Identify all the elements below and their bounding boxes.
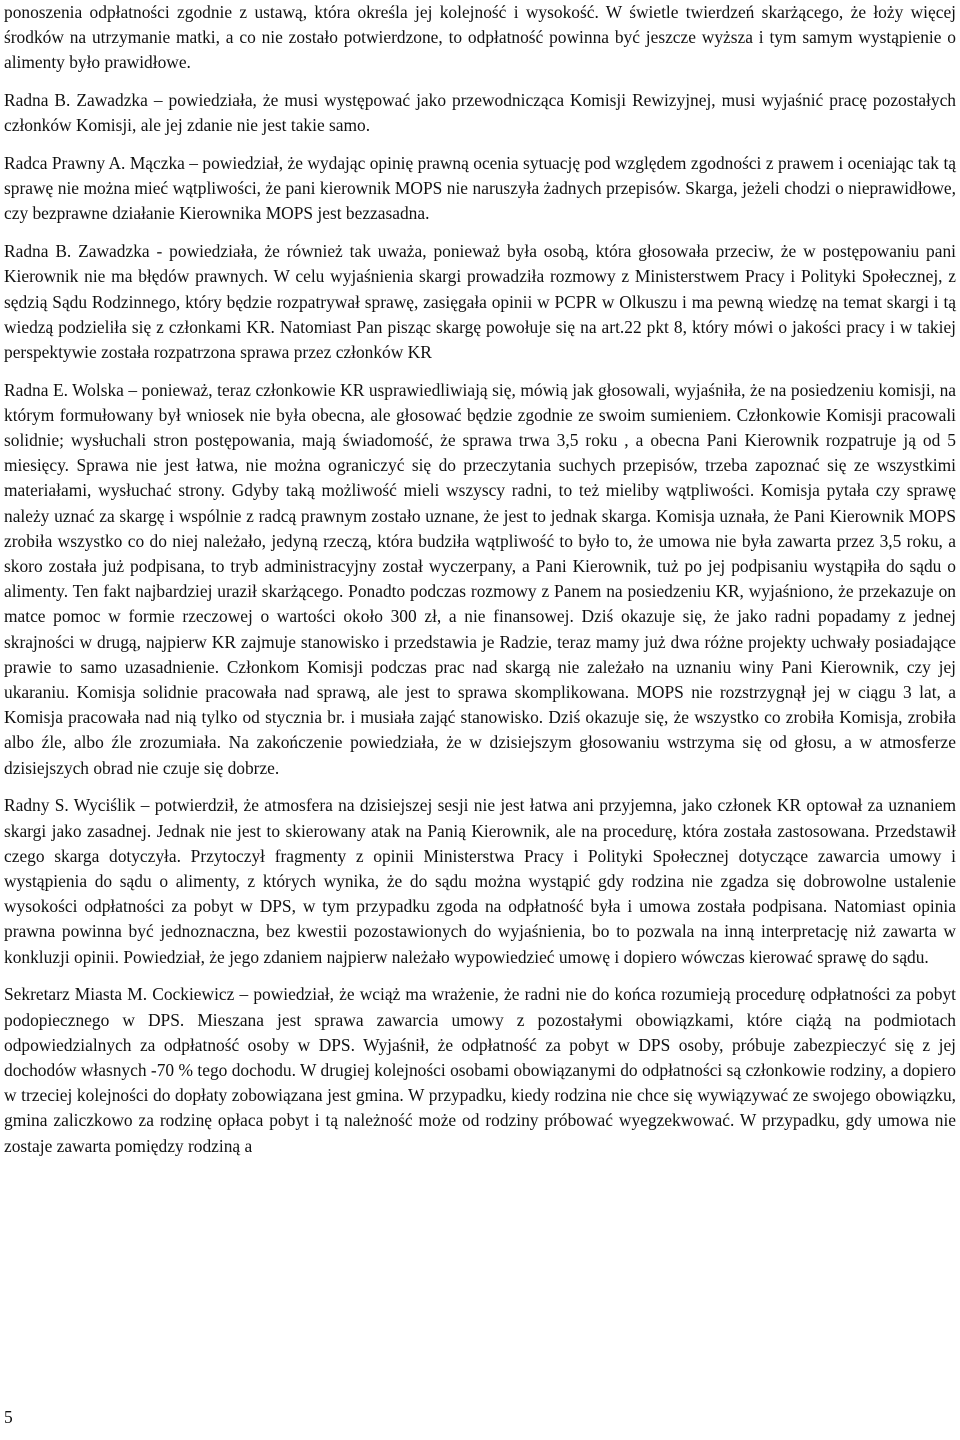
document-page	[4, 0, 956, 1159]
paragraph-wolska: Radna E. Wolska – ponieważ, teraz członkowie KR usprawiedliwiają się, mówią jak głosowali, wyjaśniła, że na posiedzeniu komisji, na którym formułowany był wniosek nie była obecna, ale głosować będzie zgodnie ze swoim sumieniem. Członkowie Komisji pracowali solidnie; wysłuchali stron postępowania, mają świadomość, że sprawa trwa 3,5 roku , a obecna Pani Kierownik rozpatruje ją od 5 miesięcy. Sprawa nie jest łatwa, nie można ograniczyć się do przeczytania suchych przepisów, trzeba zapoznać się ze wszystkimi materiałami, wysłuchać strony. Gdyby taką możliwość mieli wszyscy radni, to też mieliby wątpliwości. Komisja pytała czy sprawę należy uznać za skargę i wspólnie z radcą prawnym zostało uznane, że jest to jednak skarga. Komisja uznała, że Pani Kierownik MOPS zrobiła wszystko co do niej należało, jedyną rzeczą, która budziła wątpliwość to było to, że umowa nie była zawarta przez 3,5 roku, a skoro została już podpisana, to tryb administracyjny został wyczerpany, a Pani Kierownik, tuż po jej podpisaniu wystąpiła do sądu o alimenty. Ten fakt najbardziej uraził skarżącego. Ponadto podczas rozmowy z Panem na posiedzeniu KR, wyjaśniono, że przekazuje on matce pomoc w formie rzeczowej o wartości około 300 zł, a nie finansowej. Dziś okazuje się, że jako radni popadamy z jednej skrajności w drugą, najpierw KR zajmuje stanowisko i przedstawia je Radzie, teraz mamy już dwa różne projekty uchwały posiadające prawie to samo uzasadnienie. Członkom Komisji podczas prac nad skargą nie zależało na uznaniu winy Pani Kierownik, czy jej ukaraniu. Komisja solidnie pracowała nad sprawą, ale jest to sprawa skomplikowana. MOPS nie rozstrzygnął jej w ciągu 3 lat, a Komisja pracowała nad nią tylko od stycznia br. i musiała zająć stanowisko. Dziś okazuje się, że wszystko co zrobiła Komisja, zrobiła albo źle, albo źle zrozumiała. Na zakończenie powiedziała, że w dzisiejszym głosowaniu wstrzyma się od głosu, a w atmosferze dzisiejszych obrad nie czuje się dobrze.	[4, 379, 956, 778]
paragraph-cockiewicz: Sekretarz Miasta M. Cockiewicz – powiedział, że wciąż ma wrażenie, że radni nie do końca rozumieją procedurę odpłatności za pobyt podopiecznego w DPS. Mieszana jest sprawa zawarcia umowy z pozostałymi obowiązkami, które ciążą na podmiotach odpowiedzialnych za odpłatność osoby w DPS. Wyjaśnił, że odpłatność za pobyt w DPS osoby, próbuje zabezpieczyć się z jej dochodów własnych -70 % tego dochodu. W drugiej kolejności osobami obowiązanymi do odpłatności są członkowie rodziny, a dopiero w trzeciej kolejności do dopłaty zobowiązana jest gmina. W przypadku, kiedy rodzina nie chce się wywiązywać ze swojego obowiązku, gmina zaliczkowo za rodzinę opłaca pobyt i tą należność może od rodziny próbować wyegzekwować. W przypadku, gdy umowa nie zostaje zawarta pomiędzy rodziną a	[4, 984, 956, 1156]
page-number: 5	[4, 1407, 13, 1427]
paragraph-zawadzka-2: Radna B. Zawadzka - powiedziała, że również tak uważa, ponieważ była osobą, która głosowała przeciw, że w postępowaniu pani Kierownik nie ma błędów prawnych. W celu wyjaśnienia skargi prowadziła rozmowy z Ministerstwem Pracy i Polityki Społecznej, z sędzią Sądu Rodzinnego, który będzie rozpatrywał sprawę, zasięgała opinii w PCPR w Olkuszu i ma pewną wiedzę na temat skargi i tą wiedzą podzieliła się z członkami KR. Natomiast Pan pisząc skargę powołuje się na art.22 pkt 8, który mówi o jakości pracy i w takiej perspektywie została rozpatrzona sprawa przez członków KR	[4, 241, 956, 362]
paragraph-wycislik: Radny S. Wyciślik – potwierdził, że atmosfera na dzisiejszej sesji nie jest łatwa ani przyjemna, jako członek KR optował za uznaniem skargi jako zasadnej. Jednak nie jest to skierowany atak na Panią Kierownik, ale na procedurę, która została zastosowana. Przedstawił czego skarga dotyczyła. Przytoczył fragmenty z opinii Ministerstwa Pracy i Polityki Społecznej dotyczące zawarcia umowy i wystąpienia do sądu o alimenty, z których wynika, że do sądu można wystąpić gdy rodzina nie zgadza się dobrowolne ustalenie wysokości odpłatności za pobyt w DPS, w tym przypadku zgoda na odpłatność była i umowa została podpisana. Natomiast opinia prawna powinna być jednoznaczna, bez kwestii pozostawionych do wyjaśnienia, bo to pozwala na inną interpretację niż zawarta w konkluzji opinii. Powiedział, że jego zdaniem najpierw należało wypowiedzieć umowę i dopiero wówczas kierować sprawę do sądu.	[4, 795, 956, 967]
paragraph-maczka: Radca Prawny A. Mączka – powiedział, że wydając opinię prawną ocenia sytuację pod względem zgodności z prawem i oceniając tak tą sprawę nie można mieć wątpliwości, że pani kierownik MOPS nie naruszyła żadnych przepisów. Skarga, jeżeli chodzi o nieprawidłowe, czy bezprawne działanie Kierownika MOPS jest bezzasadna.	[4, 153, 956, 224]
paragraph-zawadzka-1: Radna B. Zawadzka – powiedziała, że musi występować jako przewodnicząca Komisji Rewizyjnej, musi wyjaśnić pracę pozostałych członków Komisji, ale jej zdanie nie jest takie samo.	[4, 90, 956, 136]
paragraph-intro: ponoszenia odpłatności zgodnie z ustawą, która określa jej kolejność i wysokość. W świetle twierdzeń skarżącego, że łoży więcej środków na utrzymanie matki, a co nie zostało potwierdzone, to odpłatność powinna być jeszcze wyższa i tym samym wystąpienie o alimenty było prawidłowe.	[4, 2, 956, 73]
